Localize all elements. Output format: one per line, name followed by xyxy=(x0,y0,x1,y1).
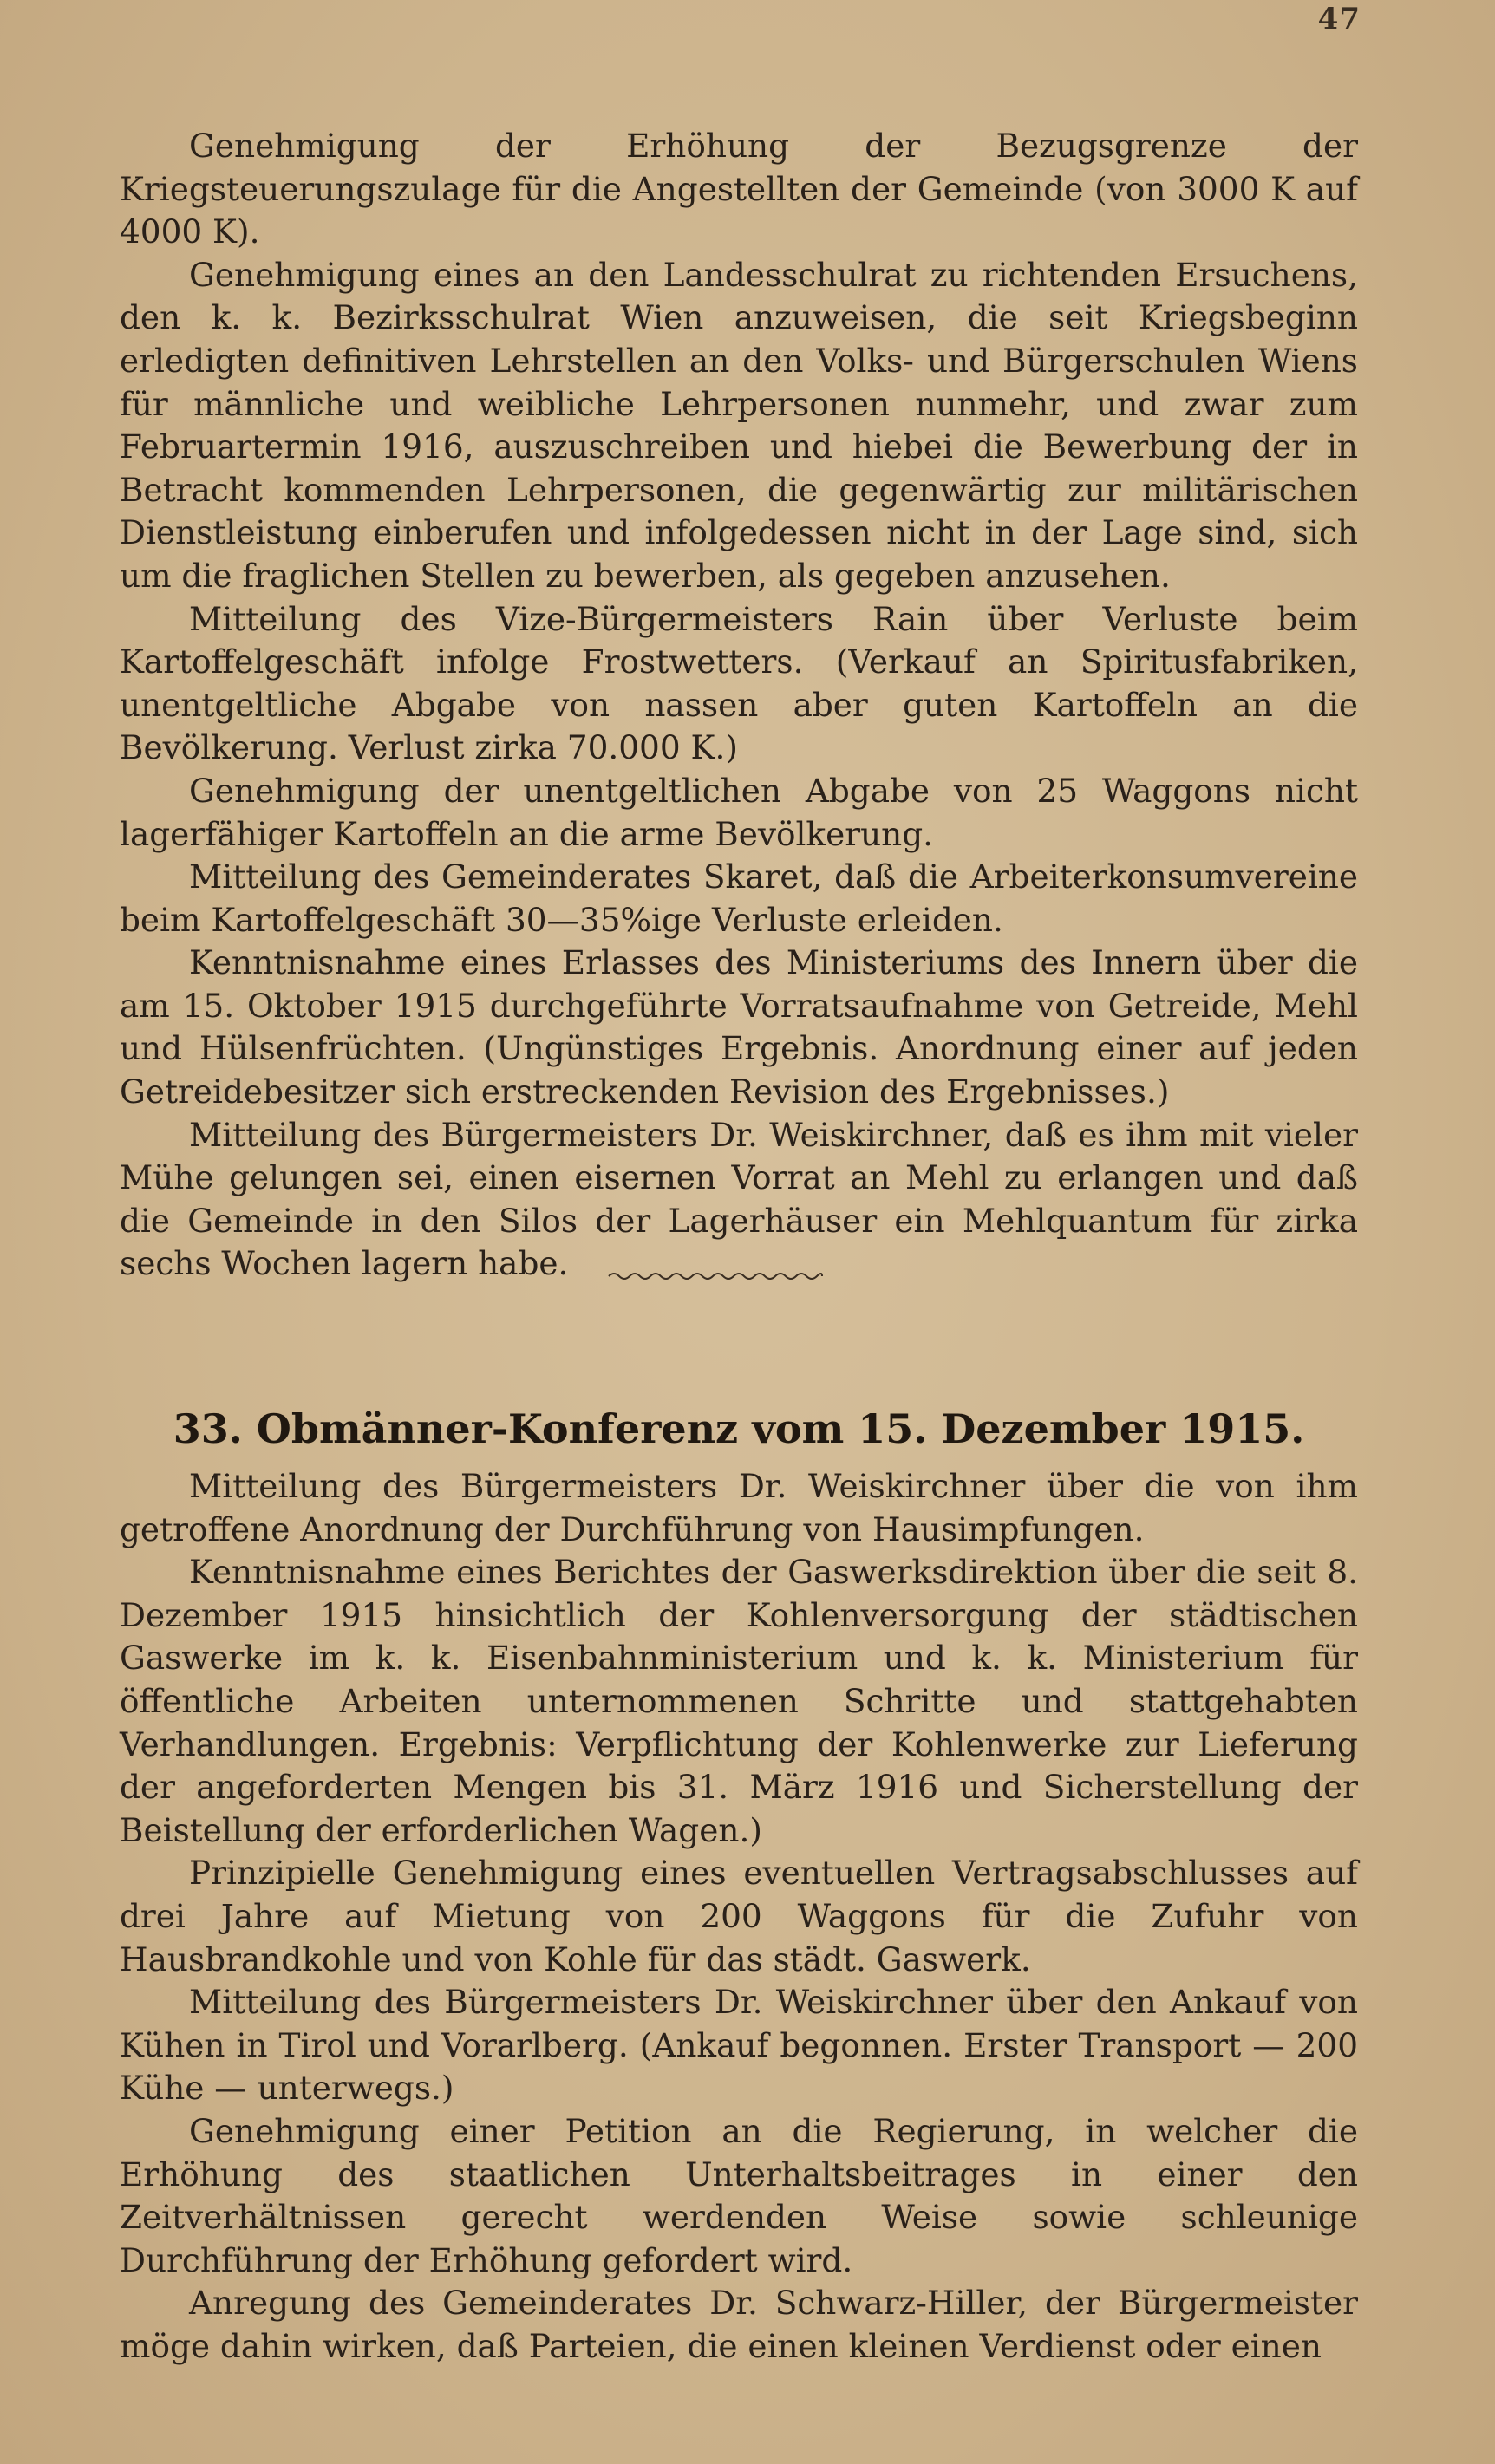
paragraph: Anregung des Gemeinderates Dr. Schwarz-Hiller, der Bürgermeister möge dahin wirken, daß Parteien, die einen kleinen Verdienst oder einen xyxy=(120,2284,1358,2365)
section-divider-ornament xyxy=(607,1268,824,1285)
section-heading: 33. Obmänner-Konferenz vom 15. Dezember 1915. xyxy=(173,1405,1305,1452)
paragraph: Genehmigung der Erhöhung der Bezugsgrenze der Kriegsteuerungszulage für die Angestellten der Gemeinde (von 3000 K auf 4000 K). xyxy=(120,127,1358,251)
paragraph: Mitteilung des Bürgermeisters Dr. Weiskirchner über die von ihm getroffene Anordnung der Durchführung von Hausimpfungen. xyxy=(120,1467,1358,1548)
paragraph: Prinzipielle Genehmigung eines eventuellen Vertragsabschlusses auf drei Jahre auf Mietung von 200 Waggons für die Zufuhr von Hausbrandkohle und von Kohle für das städt. Gaswerk. xyxy=(120,1854,1358,1978)
text-block-top xyxy=(120,125,1358,1286)
paragraph: Genehmigung der unentgeltlichen Abgabe von 25 Waggons nicht lagerfähiger Kartoffeln an die arme Bevölkerung. xyxy=(120,771,1358,853)
paragraph: Genehmigung einer Petition an die Regierung, in welcher die Erhöhung des staatlichen Unterhaltsbeitrages in einer den Zeitverhältnissen gerecht werdenden Weise sowie schleunige Durchführung der Erhöhung gefordert wird. xyxy=(120,2111,1358,2279)
paragraph: Genehmigung eines an den Landesschulrat zu richtenden Ersuchens, den k. k. Bezirksschulrat Wien anzuweisen, die seit Kriegsbeginn erledigten definitiven Lehrstellen an den Volks- und Bürgerschulen Wiens für männliche und weibliche Lehrpersonen nunmehr, und zwar zum Februartermin 1916, auszuschreiben und hiebei die Bewerbung der in Betracht kommenden Lehrpersonen, die gegenwärtig zur militärischen Dienstleistung einberufen und infolgedessen nicht in der Lage sind, sich um die fraglichen Stellen zu bewerben, als gegeben anzusehen. xyxy=(120,255,1358,595)
paragraph: Mitteilung des Gemeinderates Skaret, daß die Arbeiterkonsumvereine beim Kartoffelgeschäft 30—35%ige Verluste erleiden. xyxy=(120,857,1358,939)
paragraph: Mitteilung des Bürgermeisters Dr. Weiskirchner, daß es ihm mit vieler Mühe gelungen sei, einen eisernen Vorrat an Mehl zu erlangen und daß die Gemeinde in den Silos der Lagerhäuser ein Mehlquantum für zirka sechs Wochen lagern habe. xyxy=(120,1115,1358,1283)
paragraph: Mitteilung des Vize-Bürgermeisters Rain über Verluste beim Kartoffelgeschäft infolge Frostwetters. (Verkauf an Spiritusfabriken, unentgeltliche Abgabe von nassen aber guten Kartoffeln an die Bevölkerung. Verlust zirka 70.000 K.) xyxy=(120,599,1358,767)
paragraph: Mitteilung des Bürgermeisters Dr. Weiskirchner über den Ankauf von Kühen in Tirol und Vorarlberg. (Ankauf begonnen. Erster Transport — 200 Kühe — unterwegs.) xyxy=(120,1983,1358,2108)
paragraph: Kenntnisnahme eines Berichtes der Gaswerksdirektion über die seit 8. Dezember 1915 hinsichtlich der Kohlenversorgung der städtischen Gaswerke im k. k. Eisenbahnministerium und k. k. Ministerium für öffentliche Arbeiten unternommenen Schritte und stattgehabten Verhandlungen. Ergebnis: Verpflichtung der Kohlenwerke zur Lieferung der angeforderten Mengen bis 31. März 1916 und Sicherstellung der Beistellung der erforderlichen Wagen.) xyxy=(120,1553,1358,1849)
page-number: 47 xyxy=(1317,2,1361,36)
text-block-bottom xyxy=(120,1465,1358,2368)
paragraph: Kenntnisnahme eines Erlasses des Ministeriums des Innern über die am 15. Oktober 1915 durchgeführte Vorratsaufnahme von Getreide, Mehl und Hülsenfrüchten. (Ungünstiges Ergebnis. Anordnung einer auf jeden Getreidebesitzer sich erstreckenden Revision des Ergebnisses.) xyxy=(120,943,1358,1111)
